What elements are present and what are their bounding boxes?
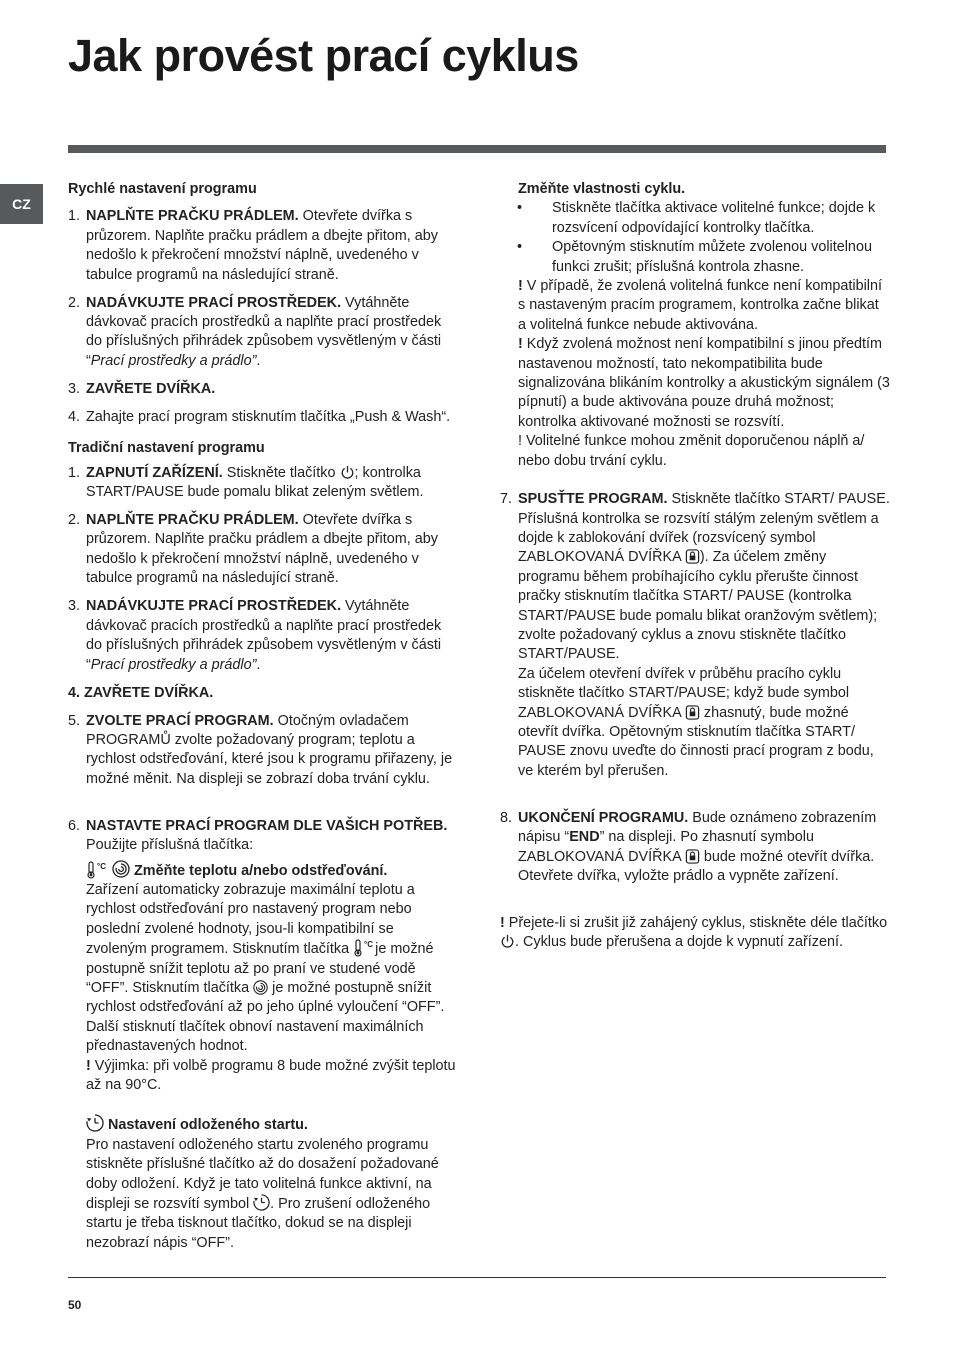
delay-start-heading: Nastavení odloženého startu. xyxy=(108,1117,308,1134)
cancel-cycle-note: ! Přejete-li si zrušit již zahájený cyklus, stiskněte déle tlačítko . Cyklus bude přerušena a dojde k vypnutí zařízení. xyxy=(500,915,888,951)
door-lock-icon xyxy=(685,849,700,864)
trad-step-1: 1. ZAPNUTÍ ZAŘÍZENÍ. Stiskněte tlačítko ; kontrolka START/PAUSE bude pomalu blikat zeleným světlem. xyxy=(68,464,424,501)
quick-step-3: 3. ZAVŘETE DVÍŘKA. xyxy=(68,380,216,397)
door-lock-icon xyxy=(685,705,700,720)
step-8: 8. UKONČENÍ PROGRAMU. Bude oznámeno zobrazením nápisu “END” na displeji. Po zhasnutí symbolu ZABLOKOVANÁ DVÍŘKA bude možné otevřít dvířka. Otevřete dvířka, vyložte prádlo a vypněte zařízení. xyxy=(500,809,877,884)
left-column xyxy=(68,180,458,1253)
delay-start-icon xyxy=(86,1114,104,1132)
temperature-spin-section: °C Změňte teplotu a/nebo odstřeďování. Zařízení automaticky zobrazuje maximální teplotu a rychlost odstřeďování pro nastavený program nebo poslední zvolené hodnoty, jsou-li kompatibilní se zvoleným programem. Stisknutím tlačítka °C je možné postupně snížit teplotu až po praní ve studené vodě “OFF”. Stisknutím tlačítka je možné postupně snížit rychlost odstřeďování až po jeho úplné vyloučení “OFF”. Další stisknutí tlačítek obnoví nastavení maximálních přednastavených hodnot. ! Výjimka: při volbě programu 8 bude možné zvýšit teplotu až na 90°C. Nastavení odloženého startu. Pro nastavení odloženého startu zvoleného programu stiskněte příslušné tlačítko až do dosažení požadované doby odložení. Když je tato volitelná funkce aktivní, na displeji se rozsvítí symbol . Pro zrušení odloženého startu je třeba tisknout tlačítko, dokud se na displeji nezobrazí nápis “OFF”. xyxy=(86,861,456,1251)
spin-icon xyxy=(112,860,130,878)
trad-step-3: 3. NADÁVKUJTE PRACÍ PROSTŘEDEK. Vytáhněte dávkovač pracích prostředků a naplňte prací prostředek do příslušných přihrádek způsobem vysvětleným v části “Prací prostředky a prádlo”. xyxy=(68,598,442,673)
compatibility-notes: ! V případě, že zvolená volitelná funkce není kompatibilní s nastaveným pracím programem, kontrolka začne blikat a volitelná funkce nebude aktivována. ! Když zvolená možnost není kompatibilní s jinou předtím nastavenou možností, tato nekompatibilita bude signalizována blikáním kontrolky a akustickým signálem (3 pípnutí) a bude aktivována pouze druhá možnost; kontrolka aktivované možnosti se rozsvítí. ! Volitelné funkce mohou změnit doporučenou náplň a/ nebo dobu trvání cyklu. xyxy=(518,278,890,469)
bullet-item: • Opětovným stisknutím můžete zvolenou volitelnou funkci zrušit; příslušná kontrola zhasne. xyxy=(517,239,872,275)
temperature-icon xyxy=(353,939,374,957)
temperature-icon xyxy=(86,861,108,879)
quick-step-2: 2. NADÁVKUJTE PRACÍ PROSTŘEDEK. Vytáhněte dávkovač pracích prostředků a naplňte prací prostředek do příslušných přihrádek způsobem vysvětleným v části “Prací prostředky a prádlo”. xyxy=(68,294,442,369)
traditional-setup-heading: Tradiční nastavení programu xyxy=(68,440,265,457)
svg-text:°C: °C xyxy=(364,940,374,950)
cycle-properties-heading: Změňte vlastnosti cyklu. xyxy=(518,181,686,197)
delay-start-icon xyxy=(253,1194,270,1211)
page-number: 50 xyxy=(68,1298,82,1312)
spin-icon xyxy=(253,980,268,995)
power-icon xyxy=(500,934,515,949)
quick-step-4: 4. Zahajte prací program stisknutím tlačítka „Push & Wash“. xyxy=(68,408,451,425)
trad-step-4: 4. ZAVŘETE DVÍŘKA. xyxy=(68,684,214,701)
header-rule xyxy=(68,145,886,153)
door-lock-icon xyxy=(685,549,700,564)
svg-text:°C: °C xyxy=(97,861,106,871)
trad-step-5: 5. ZVOLTE PRACÍ PROGRAM. Otočným ovladačem PROGRAMŮ zvolte požadovaný program; teplotu a rychlost odstřeďování, které jsou k programu přiřazeny, je možné měnit. Na displeji se zobrazí doba trvání cyklu. xyxy=(68,712,453,787)
language-tab: CZ xyxy=(0,184,43,224)
bullet-item: • Stiskněte tlačítka aktivace volitelné funkce; dojde k rozsvícení odpovídající kontrolky tlačítka. xyxy=(517,200,876,236)
trad-step-2: 2. NAPLŇTE PRAČKU PRÁDLEM. Otevřete dvířka s průzorem. Naplňte pračku prádlem a dbejte přitom, aby nedošlo k překročení množství náplně, uvedeného v tabulce programů na následující straně. xyxy=(68,512,438,587)
power-icon xyxy=(340,465,355,480)
page-title: Jak provést prací cyklus xyxy=(68,30,579,81)
temperature-heading: Změňte teplotu a/nebo odstřeďování. xyxy=(134,862,388,879)
quick-setup-heading: Rychlé nastavení programu xyxy=(68,181,257,197)
footer-rule xyxy=(68,1277,886,1278)
right-column xyxy=(500,180,890,953)
trad-step-6: 6. NASTAVTE PRACÍ PROGRAM DLE VAŠICH POTŘEB. Použijte příslušná tlačítka: xyxy=(68,817,448,854)
quick-step-1: 1. NAPLŇTE PRAČKU PRÁDLEM. Otevřete dvířka s průzorem. Naplňte pračku prádlem a dbejte přitom, aby nedošlo k překročení množství náplně, uvedeného v tabulce programů na následující straně. xyxy=(68,208,438,283)
step-7: 7. SPUSŤTE PROGRAM. Stiskněte tlačítko START/ PAUSE. Příslušná kontrolka se rozsvítí stálým zeleným světlem a dojde k zablokování dvířek (rozsvícený symbol ZABLOKOVANÁ DVÍŘKA ). Za účelem změny programu během probíhajícího cyklu přerušte činnost pračky stisknutím tlačítka START/ PAUSE (kontrolka START/PAUSE bude pomalu blikat oranžovým světlem); zvolte požadovaný cyklus a znovu stiskněte tlačítko START/PAUSE. Za účelem otevření dvířek v průběhu pracího cyklu stiskněte tlačítko START/PAUSE; když bude symbol ZABLOKOVANÁ DVÍŘKA zhasnutý, bude možné otevřít dvířka. Opětovným stisknutím tlačítka START/ PAUSE znovu uveďte do činnosti prací program z bodu, ve kterém byl přerušen. xyxy=(500,491,890,779)
